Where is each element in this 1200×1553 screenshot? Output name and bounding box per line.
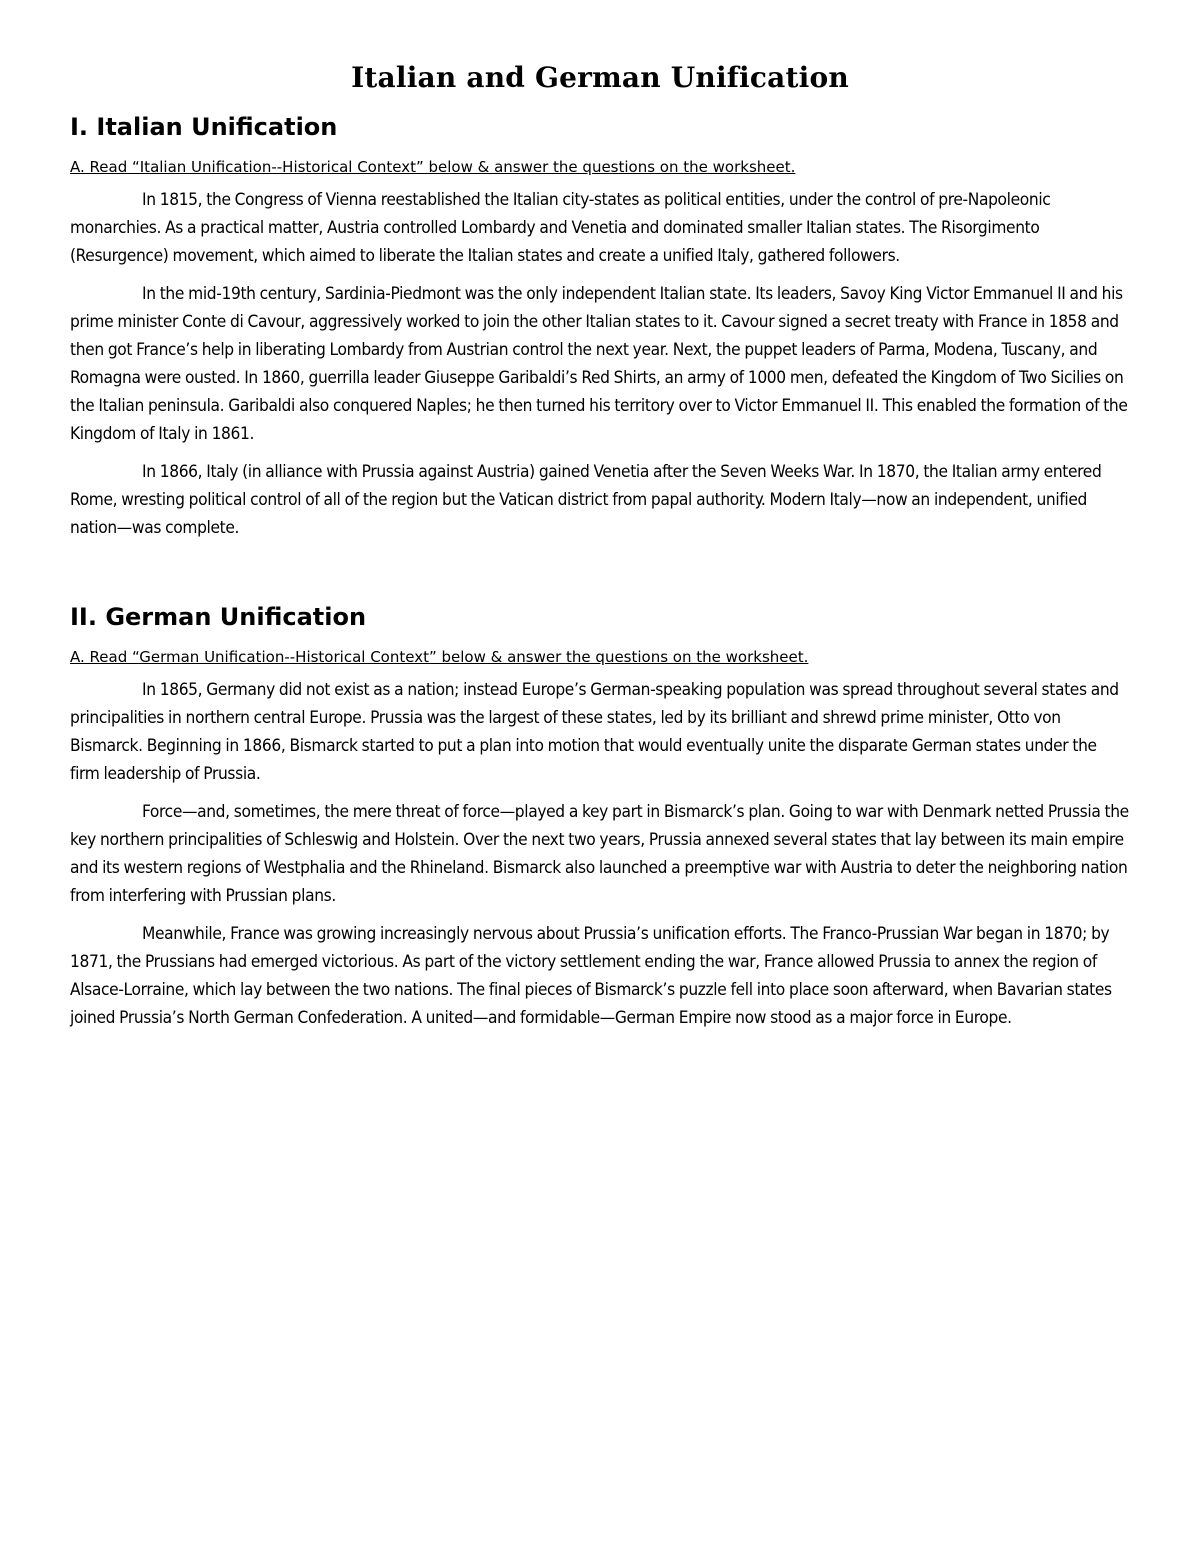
section-heading: I. Italian Unification (70, 113, 338, 141)
paragraph: In 1815, the Congress of Vienna reestablished the Italian city-states as political entities, under the control of pre-Napoleonic monarchies. As a practical matter, Austria controlled Lombardy and Venetia and dominated smaller Italian states. The Risorgimento (Resurgence) movement, which aimed to liberate the Italian states and create a unified Italy, gathered followers. (70, 190, 1051, 266)
paragraph: Meanwhile, France was growing increasingly nervous about Prussia’s unification efforts. The Franco-Prussian War began in 1870; by 1871, the Prussians had emerged victorious. As part of the victory settlement ending the war, France allowed Prussia to annex the region of Alsace-Lorraine, which lay between the two nations. The final pieces of Bismarck’s puzzle fell into place soon afterward, when Bavarian states joined Prussia’s North German Confederation. A united—and formidable—German Empire now stood as a major force in Europe. (70, 924, 1112, 1028)
section-instruction: A. Read “Italian Unification--Historical Context” below & answer the questions on the worksheet. (70, 158, 796, 176)
section-italian-unification (70, 110, 1130, 542)
paragraph: In 1865, Germany did not exist as a nation; instead Europe’s German-speaking population was spread throughout several states and principalities in northern central Europe. Prussia was the largest of these states, led by its brilliant and shrewd prime minister, Otto von Bismarck. Beginning in 1866, Bismarck started to put a plan into motion that would eventually unite the disparate German states under the firm leadership of Prussia. (70, 680, 1119, 784)
paragraph: In 1866, Italy (in alliance with Prussia against Austria) gained Venetia after the Seven Weeks War. In 1870, the Italian army entered Rome, wresting political control of all of the region but the Vatican district from papal authority. Modern Italy—now an independent, unified nation—was complete. (70, 462, 1102, 538)
document-title: Italian and German Unification (351, 61, 849, 94)
section-instruction: A. Read “German Unification--Historical Context” below & answer the questions on the worksheet. (70, 648, 809, 666)
section-heading: II. German Unification (70, 603, 367, 631)
paragraph: In the mid-19th century, Sardinia-Piedmont was the only independent Italian state. Its leaders, Savoy King Victor Emmanuel II and his prime minister Conte di Cavour, aggressively worked to join the other Italian states to it. Cavour signed a secret treaty with France in 1858 and then got France’s help in liberating Lombardy from Austrian control the next year. Next, the puppet leaders of Parma, Modena, Tuscany, and Romagna were ousted. In 1860, guerrilla leader Giuseppe Garibaldi’s Red Shirts, an army of 1000 men, defeated the Kingdom of Two Sicilies on the Italian peninsula. Garibaldi also conquered Naples; he then turned his territory over to Victor Emmanuel II. This enabled the formation of the Kingdom of Italy in 1861. (70, 284, 1128, 444)
paragraph: Force—and, sometimes, the mere threat of force—played a key part in Bismarck’s plan. Going to war with Denmark netted Prussia the key northern principalities of Schleswig and Holstein. Over the next two years, Prussia annexed several states that lay between its main empire and its western regions of Westphalia and the Rhineland. Bismarck also launched a preemptive war with Austria to deter the neighboring nation from interfering with Prussian plans. (70, 802, 1129, 906)
section-german-unification (70, 600, 1130, 1032)
